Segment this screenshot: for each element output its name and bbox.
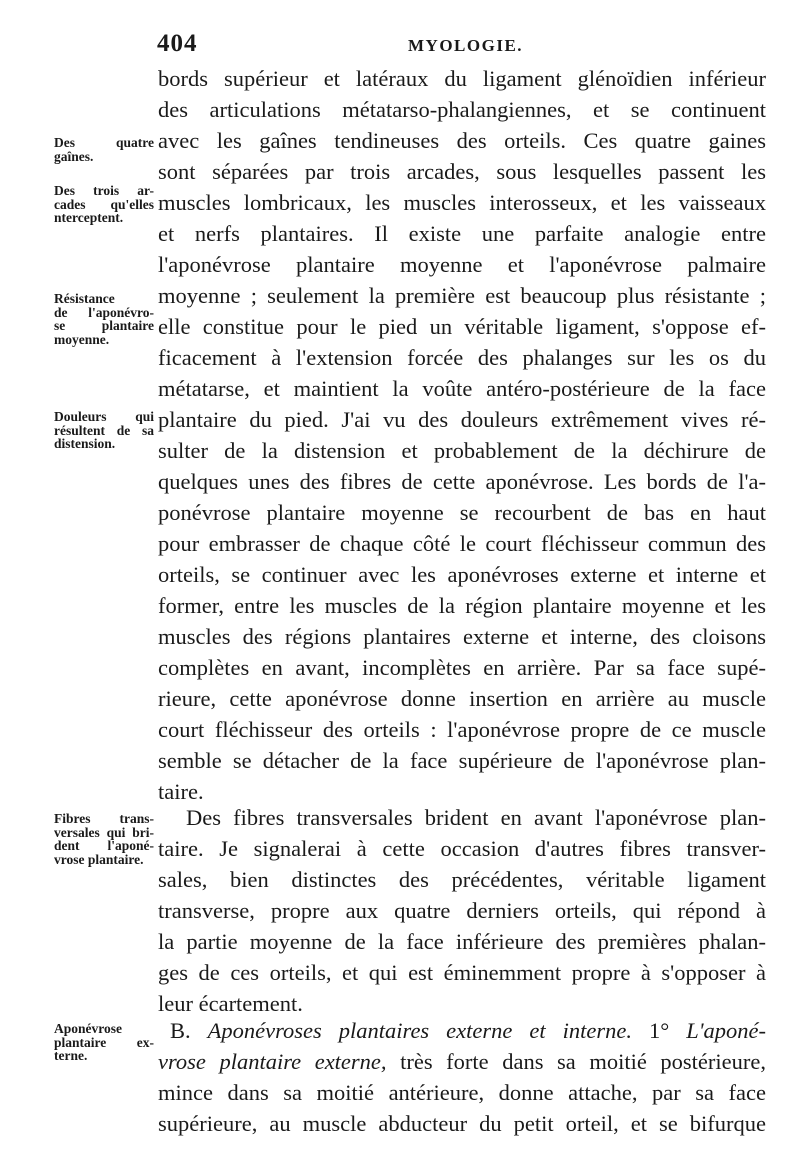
body-line bbox=[158, 1047, 766, 1081]
note-line: Des quatre bbox=[54, 135, 154, 150]
body-line: leur écartement. bbox=[158, 991, 303, 1016]
body-line: taire. Je signalerai à cette occasion d'autres fibres transver- bbox=[158, 836, 766, 861]
note-line: gaînes. bbox=[54, 148, 94, 164]
body-line: métatarse, et maintient la voûte antéro-postérieure de la face bbox=[158, 376, 766, 401]
body-line: la partie moyenne de la face inférieure des premières phalan- bbox=[158, 929, 766, 954]
body-line: supérieure, au muscle abducteur du petit orteil, et se bifurque bbox=[158, 1111, 766, 1136]
body-line: muscles lombricaux, les muscles interosseux, et les vaisseaux bbox=[158, 190, 766, 215]
body-line: semble se détacher de la face supérieure de l'aponévrose plan- bbox=[158, 748, 766, 773]
body-line: ges de ces orteils, et qui est éminemment propre à s'opposer à bbox=[158, 960, 766, 985]
note-line: Aponévrose bbox=[54, 1021, 123, 1036]
note-line: nterceptent. bbox=[54, 210, 124, 225]
margin-note bbox=[54, 292, 154, 346]
body-line: muscles des régions plantaires externe et interne, des cloisons bbox=[158, 624, 766, 649]
body-line: des articulations métatarso-phalangiennes, et se continuent bbox=[158, 97, 766, 122]
body-line: sulter de la distension et probablement de la déchirure de bbox=[158, 438, 766, 463]
note-line: cades qu'elles bbox=[54, 196, 154, 212]
line-text: très forte dans sa moitié postérieure, bbox=[386, 1049, 766, 1074]
body-line: complètes en avant, incomplètes en arrière. Par sa face supé- bbox=[158, 655, 766, 680]
body-line: pour embrasser de chaque côté le court fléchisseur commun des bbox=[158, 531, 766, 556]
body-line: sales, bien distinctes des précédentes, véritable ligament bbox=[158, 867, 766, 892]
note-line: de l'aponévro- bbox=[54, 304, 154, 320]
body-line: sont séparées par trois arcades, sous lesquelles passent les bbox=[158, 159, 766, 184]
body-line: ponévrose plantaire moyenne se recourbent de bas en haut bbox=[158, 500, 766, 525]
note-line: se plantaire bbox=[54, 318, 154, 333]
body-line: orteils, se continuer avec les aponévroses externe et interne et bbox=[158, 562, 766, 587]
note-line: versales qui bri- bbox=[54, 824, 154, 840]
margin-note bbox=[54, 184, 154, 225]
section-b-lead: B. bbox=[170, 1018, 191, 1043]
body-line: plantaire du pied. J'ai vu des douleurs extrêmement vives ré- bbox=[158, 407, 766, 432]
section-b-heading: Aponévroses plantaires externe et interne. bbox=[207, 1018, 632, 1043]
note-line: plantaire ex- bbox=[54, 1034, 154, 1050]
margin-note bbox=[54, 812, 154, 866]
body-line: elle constitue pour le pied un véritable ligament, s'oppose ef- bbox=[158, 314, 766, 339]
margin-note bbox=[54, 1022, 154, 1063]
body-line: former, entre les muscles de la région plantaire moyenne et les bbox=[158, 593, 766, 618]
term-continuation: vrose plantaire externe, bbox=[158, 1049, 387, 1074]
body-line: quelques unes des fibres de cette aponévrose. Les bords de l'a- bbox=[158, 469, 766, 494]
note-line: vrose plantaire. bbox=[54, 851, 144, 867]
body-line: rieure, cette aponévrose donne insertion en arrière au muscle bbox=[158, 686, 766, 711]
paragraph-start-line: Des fibres transversales brident en avant l'aponévrose plan- bbox=[186, 805, 766, 830]
note-line: dent l'aponé- bbox=[54, 838, 154, 853]
body-line: et nerfs plantaires. Il existe une parfaite analogie entre bbox=[158, 221, 766, 246]
section-b-ordinal: 1° bbox=[648, 1018, 670, 1043]
note-line: distension. bbox=[54, 436, 116, 451]
section-b-term: L'aponé- bbox=[686, 1018, 766, 1043]
body-line: ficacement à l'extension forcée des phalanges sur les os du bbox=[158, 345, 766, 370]
body-line: mince dans sa moitié antérieure, donne attache, par sa face bbox=[158, 1080, 766, 1105]
body-line: taire. bbox=[158, 779, 204, 804]
body-line: court fléchisseur des orteils : l'aponévrose propre de ce muscle bbox=[158, 717, 766, 742]
margin-note bbox=[54, 136, 154, 163]
note-line: Des trois ar- bbox=[54, 183, 154, 198]
body-line: bords supérieur et latéraux du ligament glénoïdien inférieur bbox=[158, 66, 766, 91]
body-line: moyenne ; seulement la première est beaucoup plus résistante ; bbox=[158, 283, 766, 308]
note-line: Résistance bbox=[54, 291, 115, 306]
running-head bbox=[0, 26, 800, 66]
body-line: avec les gaînes tendineuses des orteils. Ces quatre gaines bbox=[158, 128, 766, 153]
note-line: terne. bbox=[54, 1048, 88, 1063]
body-line: transverse, propre aux quatre derniers orteils, qui répond à bbox=[158, 898, 766, 923]
note-line: résultent de sa bbox=[54, 422, 154, 438]
note-line: Douleurs qui bbox=[54, 409, 154, 424]
note-line: moyenne. bbox=[54, 331, 110, 347]
note-line: Fibres trans- bbox=[54, 811, 154, 826]
running-title: MYOLOGIE. bbox=[408, 36, 524, 55]
page-number: 404 bbox=[157, 30, 198, 57]
body-line: l'aponévrose plantaire moyenne et l'aponévrose palmaire bbox=[158, 252, 766, 277]
margin-note bbox=[54, 410, 154, 451]
section-b-heading-line bbox=[158, 1016, 766, 1050]
